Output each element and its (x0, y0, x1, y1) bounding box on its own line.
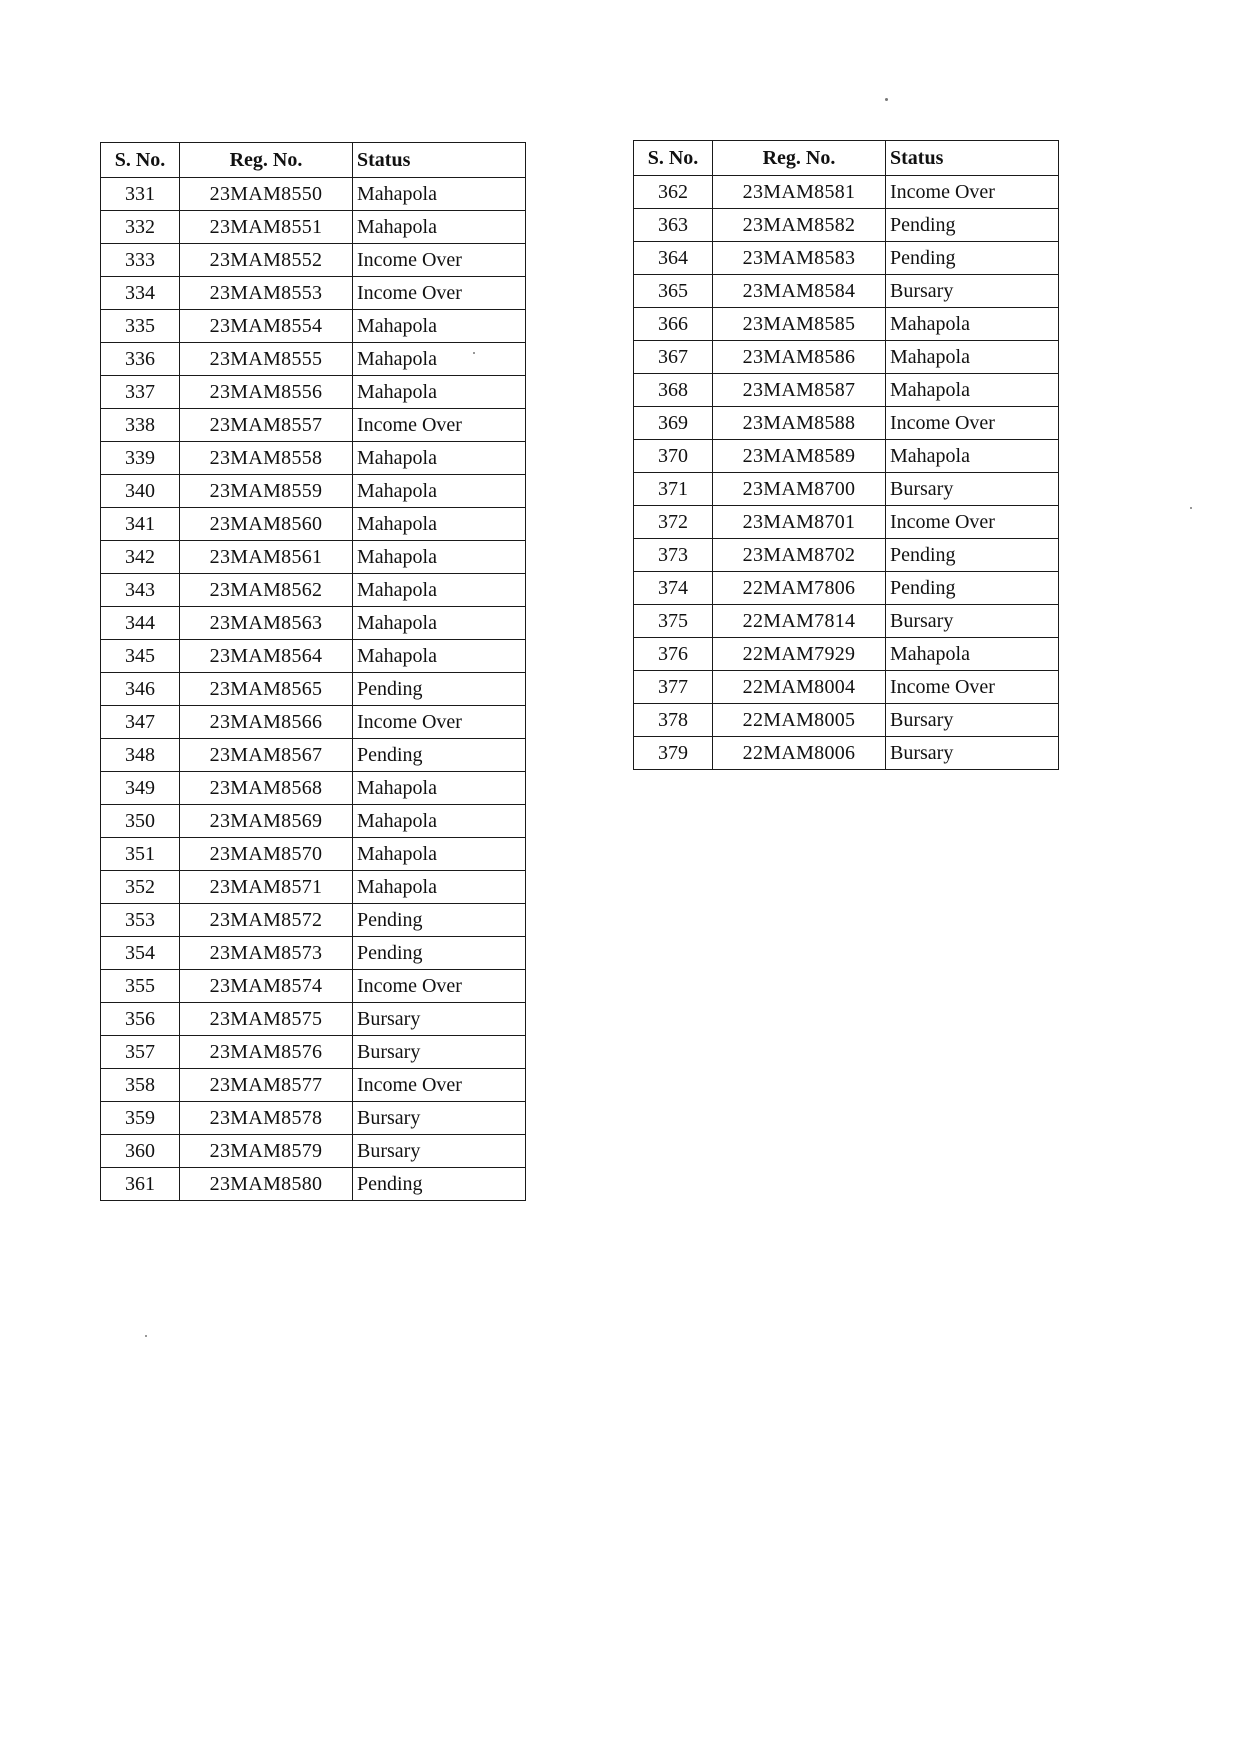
cell-reg-no: 23MAM8586 (713, 341, 886, 374)
cell-sno: 334 (101, 277, 180, 310)
cell-reg-no: 23MAM8570 (180, 838, 353, 871)
cell-reg-no: 23MAM8560 (180, 508, 353, 541)
table-row (101, 343, 526, 376)
cell-status: Bursary (353, 1036, 526, 1069)
cell-reg-no: 23MAM8583 (713, 242, 886, 275)
cell-reg-no: 23MAM8566 (180, 706, 353, 739)
cell-sno: 359 (101, 1102, 180, 1135)
cell-status: Bursary (886, 737, 1059, 770)
cell-status: Mahapola (886, 374, 1059, 407)
cell-status: Bursary (886, 605, 1059, 638)
table-row (101, 805, 526, 838)
header-status: Status (886, 141, 1059, 176)
table-header-row (101, 143, 526, 178)
cell-sno: 354 (101, 937, 180, 970)
table-row (101, 211, 526, 244)
cell-status: Bursary (886, 473, 1059, 506)
table-row (101, 607, 526, 640)
cell-status: Mahapola (353, 475, 526, 508)
table-row (101, 673, 526, 706)
cell-reg-no: 23MAM8551 (180, 211, 353, 244)
cell-sno: 348 (101, 739, 180, 772)
cell-reg-no: 23MAM8580 (180, 1168, 353, 1201)
table-row (634, 275, 1059, 308)
cell-status: Mahapola (886, 440, 1059, 473)
cell-reg-no: 23MAM8561 (180, 541, 353, 574)
table-row (634, 440, 1059, 473)
cell-status: Bursary (886, 704, 1059, 737)
cell-sno: 333 (101, 244, 180, 277)
cell-reg-no: 23MAM8558 (180, 442, 353, 475)
table-row (634, 308, 1059, 341)
cell-reg-no: 23MAM8554 (180, 310, 353, 343)
cell-status: Mahapola (353, 541, 526, 574)
cell-sno: 371 (634, 473, 713, 506)
cell-sno: 362 (634, 176, 713, 209)
cell-reg-no: 22MAM8004 (713, 671, 886, 704)
cell-status: Mahapola (886, 308, 1059, 341)
table-row (634, 539, 1059, 572)
cell-sno: 374 (634, 572, 713, 605)
cell-status: Income Over (353, 970, 526, 1003)
cell-status: Income Over (886, 506, 1059, 539)
scan-speck (473, 352, 475, 354)
cell-sno: 339 (101, 442, 180, 475)
cell-status: Mahapola (353, 211, 526, 244)
cell-reg-no: 23MAM8574 (180, 970, 353, 1003)
cell-reg-no: 23MAM8564 (180, 640, 353, 673)
cell-reg-no: 23MAM8557 (180, 409, 353, 442)
cell-reg-no: 23MAM8572 (180, 904, 353, 937)
cell-reg-no: 23MAM8556 (180, 376, 353, 409)
cell-status: Mahapola (353, 178, 526, 211)
table-row (101, 1102, 526, 1135)
cell-status: Pending (886, 539, 1059, 572)
status-table-right (633, 140, 1059, 770)
cell-sno: 356 (101, 1003, 180, 1036)
cell-sno: 360 (101, 1135, 180, 1168)
table-row (101, 739, 526, 772)
cell-sno: 379 (634, 737, 713, 770)
cell-sno: 378 (634, 704, 713, 737)
cell-sno: 345 (101, 640, 180, 673)
cell-sno: 335 (101, 310, 180, 343)
cell-reg-no: 23MAM8581 (713, 176, 886, 209)
cell-sno: 369 (634, 407, 713, 440)
cell-status: Mahapola (353, 442, 526, 475)
cell-reg-no: 23MAM8563 (180, 607, 353, 640)
cell-sno: 376 (634, 638, 713, 671)
cell-reg-no: 22MAM7806 (713, 572, 886, 605)
cell-sno: 350 (101, 805, 180, 838)
cell-status: Pending (353, 904, 526, 937)
cell-reg-no: 23MAM8575 (180, 1003, 353, 1036)
cell-status: Mahapola (353, 871, 526, 904)
cell-status: Mahapola (886, 638, 1059, 671)
cell-status: Mahapola (353, 607, 526, 640)
header-status: Status (353, 143, 526, 178)
cell-sno: 370 (634, 440, 713, 473)
cell-reg-no: 23MAM8702 (713, 539, 886, 572)
cell-sno: 344 (101, 607, 180, 640)
cell-reg-no: 23MAM8552 (180, 244, 353, 277)
cell-sno: 342 (101, 541, 180, 574)
cell-reg-no: 23MAM8701 (713, 506, 886, 539)
cell-reg-no: 22MAM7929 (713, 638, 886, 671)
cell-status: Income Over (353, 409, 526, 442)
cell-sno: 357 (101, 1036, 180, 1069)
cell-sno: 341 (101, 508, 180, 541)
cell-sno: 340 (101, 475, 180, 508)
cell-status: Mahapola (886, 341, 1059, 374)
table-row (634, 407, 1059, 440)
cell-reg-no: 23MAM8585 (713, 308, 886, 341)
cell-status: Income Over (353, 244, 526, 277)
cell-status: Pending (886, 572, 1059, 605)
table-body-right (634, 176, 1059, 770)
cell-reg-no: 23MAM8567 (180, 739, 353, 772)
table-row (101, 310, 526, 343)
cell-sno: 368 (634, 374, 713, 407)
cell-sno: 375 (634, 605, 713, 638)
cell-status: Pending (353, 673, 526, 706)
cell-sno: 349 (101, 772, 180, 805)
cell-reg-no: 23MAM8555 (180, 343, 353, 376)
scan-speck (1190, 507, 1192, 509)
cell-reg-no: 23MAM8568 (180, 772, 353, 805)
table-row (101, 772, 526, 805)
scan-speck (145, 1335, 147, 1337)
header-sno: S. No. (634, 141, 713, 176)
cell-status: Mahapola (353, 376, 526, 409)
table-row (634, 704, 1059, 737)
cell-reg-no: 23MAM8562 (180, 574, 353, 607)
cell-reg-no: 23MAM8571 (180, 871, 353, 904)
cell-status: Mahapola (353, 508, 526, 541)
cell-sno: 336 (101, 343, 180, 376)
cell-sno: 353 (101, 904, 180, 937)
table-row (634, 737, 1059, 770)
cell-sno: 366 (634, 308, 713, 341)
cell-status: Mahapola (353, 574, 526, 607)
scan-speck (885, 98, 888, 101)
cell-reg-no: 23MAM8576 (180, 1036, 353, 1069)
cell-reg-no: 23MAM8569 (180, 805, 353, 838)
cell-reg-no: 23MAM8577 (180, 1069, 353, 1102)
cell-sno: 351 (101, 838, 180, 871)
cell-sno: 363 (634, 209, 713, 242)
cell-reg-no: 23MAM8584 (713, 275, 886, 308)
cell-reg-no: 23MAM8589 (713, 440, 886, 473)
cell-reg-no: 23MAM8587 (713, 374, 886, 407)
cell-status: Bursary (353, 1135, 526, 1168)
cell-sno: 361 (101, 1168, 180, 1201)
table-row (101, 376, 526, 409)
cell-reg-no: 22MAM7814 (713, 605, 886, 638)
table-row (634, 671, 1059, 704)
table-row (634, 374, 1059, 407)
cell-reg-no: 23MAM8582 (713, 209, 886, 242)
table-row (634, 473, 1059, 506)
table-row (101, 409, 526, 442)
cell-status: Income Over (353, 1069, 526, 1102)
cell-sno: 337 (101, 376, 180, 409)
cell-sno: 377 (634, 671, 713, 704)
cell-status: Mahapola (353, 838, 526, 871)
table-row (634, 176, 1059, 209)
cell-sno: 364 (634, 242, 713, 275)
cell-status: Pending (353, 1168, 526, 1201)
table-row (634, 209, 1059, 242)
cell-status: Income Over (886, 407, 1059, 440)
cell-sno: 355 (101, 970, 180, 1003)
cell-status: Mahapola (353, 772, 526, 805)
table-row (101, 970, 526, 1003)
table-row (634, 242, 1059, 275)
cell-status: Income Over (353, 706, 526, 739)
cell-status: Income Over (886, 176, 1059, 209)
cell-status: Pending (886, 242, 1059, 275)
table-row (101, 178, 526, 211)
table-row (101, 871, 526, 904)
cell-reg-no: 23MAM8559 (180, 475, 353, 508)
table-row (101, 475, 526, 508)
cell-sno: 352 (101, 871, 180, 904)
table-row (101, 541, 526, 574)
table-row (101, 1135, 526, 1168)
cell-sno: 347 (101, 706, 180, 739)
table-row (634, 605, 1059, 638)
cell-status: Pending (886, 209, 1059, 242)
table-row (101, 244, 526, 277)
cell-status: Bursary (886, 275, 1059, 308)
cell-sno: 346 (101, 673, 180, 706)
table-row (101, 904, 526, 937)
cell-reg-no: 22MAM8006 (713, 737, 886, 770)
cell-sno: 372 (634, 506, 713, 539)
table-body-left (101, 178, 526, 1201)
cell-status: Mahapola (353, 343, 526, 376)
cell-status: Bursary (353, 1102, 526, 1135)
cell-reg-no: 23MAM8565 (180, 673, 353, 706)
cell-reg-no: 23MAM8588 (713, 407, 886, 440)
cell-sno: 365 (634, 275, 713, 308)
cell-status: Mahapola (353, 640, 526, 673)
cell-reg-no: 23MAM8578 (180, 1102, 353, 1135)
table-row (101, 508, 526, 541)
table-row (101, 1036, 526, 1069)
cell-sno: 331 (101, 178, 180, 211)
table-row (634, 572, 1059, 605)
header-reg-no: Reg. No. (180, 143, 353, 178)
table-header-row (634, 141, 1059, 176)
table-row (101, 1069, 526, 1102)
cell-status: Income Over (353, 277, 526, 310)
cell-status: Pending (353, 937, 526, 970)
table-row (101, 838, 526, 871)
cell-sno: 367 (634, 341, 713, 374)
cell-sno: 338 (101, 409, 180, 442)
table-row (101, 442, 526, 475)
table-row (101, 706, 526, 739)
table-row (634, 341, 1059, 374)
cell-status: Mahapola (353, 310, 526, 343)
cell-reg-no: 23MAM8550 (180, 178, 353, 211)
cell-status: Mahapola (353, 805, 526, 838)
cell-sno: 332 (101, 211, 180, 244)
table-row (634, 506, 1059, 539)
cell-reg-no: 23MAM8573 (180, 937, 353, 970)
cell-status: Bursary (353, 1003, 526, 1036)
cell-sno: 343 (101, 574, 180, 607)
cell-reg-no: 23MAM8553 (180, 277, 353, 310)
table-row (101, 1003, 526, 1036)
table-row (101, 277, 526, 310)
table-row (101, 1168, 526, 1201)
cell-reg-no: 22MAM8005 (713, 704, 886, 737)
table-row (101, 640, 526, 673)
table-row (101, 574, 526, 607)
cell-reg-no: 23MAM8579 (180, 1135, 353, 1168)
table-row (634, 638, 1059, 671)
cell-status: Pending (353, 739, 526, 772)
cell-sno: 358 (101, 1069, 180, 1102)
cell-reg-no: 23MAM8700 (713, 473, 886, 506)
header-sno: S. No. (101, 143, 180, 178)
header-reg-no: Reg. No. (713, 141, 886, 176)
cell-sno: 373 (634, 539, 713, 572)
cell-status: Income Over (886, 671, 1059, 704)
status-table-left (100, 142, 526, 1201)
table-row (101, 937, 526, 970)
